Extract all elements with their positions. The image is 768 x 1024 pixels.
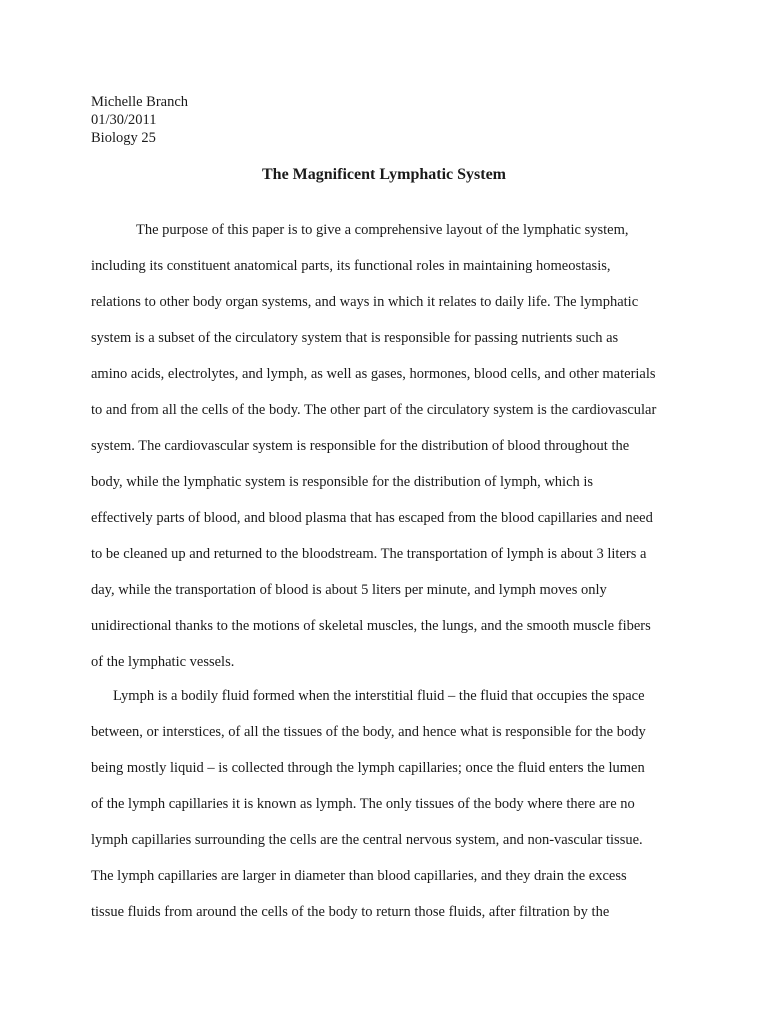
body-text-line: day, while the transportation of blood is about 5 liters per minute, and lymph moves only xyxy=(91,582,607,598)
body-text-line: body, while the lymphatic system is responsible for the distribution of lymph, which is xyxy=(91,474,594,490)
body-text-line: lymph capillaries surrounding the cells are the central nervous system, and non-vascular tissue. xyxy=(91,832,643,848)
body-text-line: of the lymphatic vessels. xyxy=(91,654,235,670)
body-text-line: amino acids, electrolytes, and lymph, as well as gases, hormones, blood cells, and other materials xyxy=(91,366,656,382)
document-date: 01/30/2011 xyxy=(91,112,157,128)
author-name: Michelle Branch xyxy=(91,94,189,110)
body-text-line: unidirectional thanks to the motions of skeletal muscles, the lungs, and the smooth muscle fibers xyxy=(91,618,651,634)
body-text-line: tissue fluids from around the cells of the body to return those fluids, after filtration by the xyxy=(91,904,610,920)
body-text-line: to be cleaned up and returned to the bloodstream. The transportation of lymph is about 3 liters a xyxy=(91,546,647,562)
course-name: Biology 25 xyxy=(91,130,156,146)
body-text-line: of the lymph capillaries it is known as lymph. The only tissues of the body where there are no xyxy=(91,796,635,812)
body-text-line: The lymph capillaries are larger in diameter than blood capillaries, and they drain the excess xyxy=(91,868,627,884)
body-text-line: between, or interstices, of all the tissues of the body, and hence what is responsible for the body xyxy=(91,724,646,740)
body-text-line: system is a subset of the circulatory system that is responsible for passing nutrients such as xyxy=(91,330,619,346)
body-text-line: relations to other body organ systems, and ways in which it relates to daily life. The lymphatic xyxy=(91,294,639,310)
body-text-line: effectively parts of blood, and blood plasma that has escaped from the blood capillaries and need xyxy=(91,510,653,526)
body-text-line: The purpose of this paper is to give a comprehensive layout of the lymphatic system, xyxy=(136,222,629,238)
body-text-line: system. The cardiovascular system is responsible for the distribution of blood throughout the xyxy=(91,438,630,454)
body-text-line: Lymph is a bodily fluid formed when the interstitial fluid – the fluid that occupies the space xyxy=(113,688,645,704)
header-block xyxy=(91,93,188,147)
document-title: The Magnificent Lymphatic System xyxy=(262,166,506,183)
body-text-line: being mostly liquid – is collected through the lymph capillaries; once the fluid enters the lumen xyxy=(91,760,645,776)
body-text-line: to and from all the cells of the body. The other part of the circulatory system is the cardiovascular xyxy=(91,402,657,418)
body-text-line: including its constituent anatomical parts, its functional roles in maintaining homeostasis, xyxy=(91,258,611,274)
